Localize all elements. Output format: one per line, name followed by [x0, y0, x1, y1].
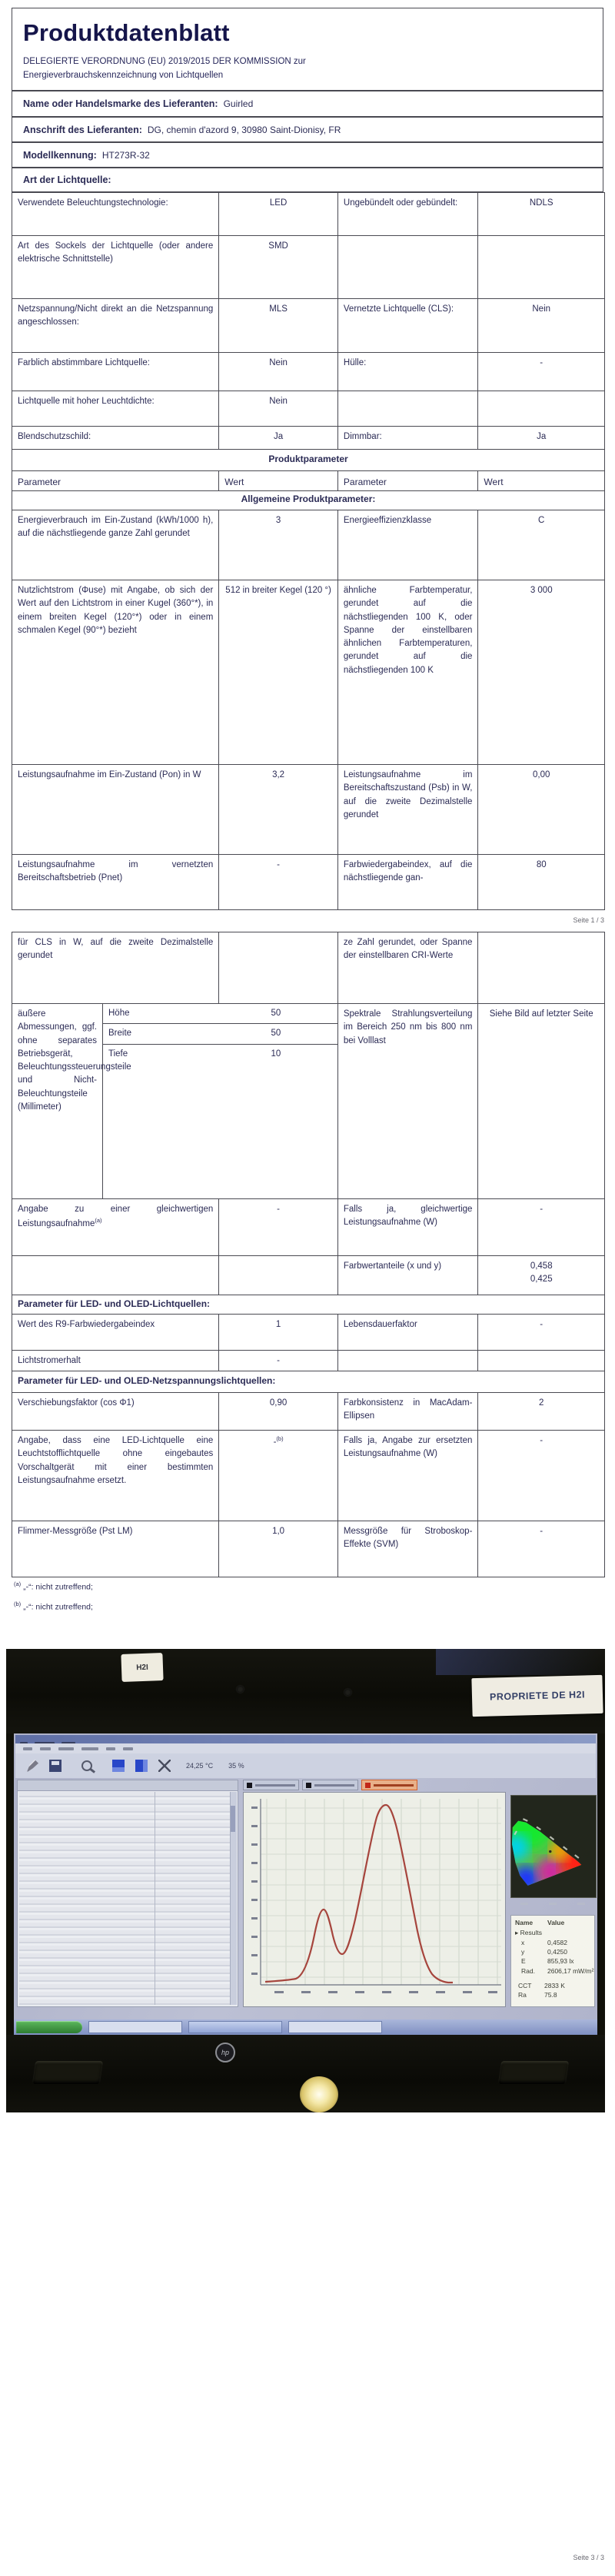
cell-value	[477, 236, 604, 298]
dimensions-grid	[103, 1004, 337, 1198]
laptop-hinge-right	[498, 2061, 569, 2084]
parameters-table-page2	[12, 932, 605, 1577]
cell-value: -	[218, 1351, 337, 1371]
tree-panel-rows	[19, 1792, 230, 2005]
cell-label: Falls ja, Angabe zur ersetzten Leistungsaufnahme (W)	[337, 1431, 478, 1521]
section-led-oled: Parameter für LED- und OLED-Lichtquellen:	[18, 1298, 211, 1309]
dimension-key: Höhe	[108, 1009, 130, 1018]
table-row	[12, 298, 604, 352]
tree-panel-scrollbar	[230, 1792, 237, 2005]
cell-value: -	[477, 1199, 604, 1255]
open-icon	[26, 1760, 38, 1772]
results-panel	[510, 1915, 595, 2007]
toolbar	[15, 1753, 596, 1778]
table-row	[12, 1521, 604, 1577]
table-row	[12, 510, 604, 580]
cell-value: 3 000	[477, 580, 604, 764]
cell-label: Farbwertanteile (x und y)	[337, 1256, 478, 1295]
spectrum-chart	[243, 1792, 506, 2007]
cell-value: 3	[218, 510, 337, 580]
cell-label: Farbkonsistenz in MacAdam-Ellipsen	[337, 1393, 478, 1430]
table-row	[12, 235, 604, 298]
hp-logo: hp	[215, 2043, 235, 2062]
table-row	[12, 426, 604, 449]
section-led-oled-mains: Parameter für LED- und OLED-Netzspannungslichtquellen:	[18, 1375, 276, 1386]
config-tools-icon	[158, 1760, 171, 1772]
cell-label: Leistungsaufnahme im Ein-Zustand (Pon) in W	[18, 770, 201, 779]
cell-value: -	[218, 1199, 337, 1255]
table-row	[12, 193, 604, 235]
cell-label: Angabe zu einer gleichwertigen Leistungsaufnahme$^{(a)}$	[18, 1205, 214, 1229]
result-row-cct: CCT 2833 K	[518, 1981, 565, 1989]
menu-bar	[15, 1743, 596, 1753]
footnote-b: $^{(b)}$ „-“: nicht zutreffend;	[14, 1600, 93, 1611]
page-subtitle: DELEGIERTE VERORDNUNG (EU) 2019/2015 DER KOMMISSION zur Energieverbrauchskennzeichnung von Lichtquellen	[23, 57, 306, 81]
footnote-marker: (b)	[276, 1435, 284, 1442]
table-section-row	[12, 449, 604, 470]
parameters-table-page1	[12, 192, 605, 910]
cell-value: C	[477, 510, 604, 580]
laptop-bezel-top	[6, 1649, 605, 1733]
model-row	[12, 142, 603, 168]
cell-value-xy	[477, 1256, 604, 1295]
results-name-header: Name	[515, 1919, 534, 1926]
cell-label: Blendschutzschild:	[18, 432, 91, 441]
cell-label: Netzspannung/Nicht direkt an die Netzspannung angeschlossen:	[18, 304, 214, 327]
white-point-marker	[549, 1850, 551, 1853]
supplier-name-row	[12, 91, 603, 117]
light-source-type-row	[12, 168, 603, 192]
cell-label	[337, 236, 478, 298]
bezel-dot-icon	[237, 1686, 244, 1693]
cell-value: 80	[477, 855, 604, 909]
table-row	[12, 764, 604, 854]
dimension-key: Breite	[108, 1029, 132, 1039]
cell-label: Messgröße für Stroboskop-Effekte (SVM)	[337, 1521, 478, 1577]
cell-value: Nein	[218, 353, 337, 391]
cell-label: Wert des R9-Farbwiedergabeindex	[18, 1320, 155, 1329]
taskbar-app-button	[288, 2021, 382, 2033]
table-row	[12, 1314, 604, 1350]
cell-label: Vernetzte Lichtquelle (CLS):	[337, 299, 478, 352]
table-row	[12, 1255, 604, 1295]
table-row	[12, 932, 604, 1003]
results-group: ▸ Results	[515, 1929, 542, 1937]
cell-label: Falls ja, gleichwertige Leistungsaufnahme (W)	[337, 1199, 478, 1255]
cell-label: Lichtstromerhalt	[18, 1356, 81, 1365]
cie-diagram	[510, 1795, 597, 1898]
chart-tab	[302, 1780, 358, 1790]
footnote-a: $^{(a)}$ „-“: nicht zutreffend;	[14, 1581, 93, 1592]
cell-value: Ja	[218, 427, 337, 449]
table-row	[12, 580, 604, 764]
cell-label: Energieeffizienzklasse	[337, 510, 478, 580]
cell-value: Nein	[477, 299, 604, 352]
header-box	[12, 8, 603, 91]
cell-label: Hülle:	[337, 353, 478, 391]
laptop-photo	[6, 1649, 605, 2112]
cell-value: -	[477, 1521, 604, 1577]
table-row	[12, 1392, 604, 1430]
page-footer-1: Seite 1 / 3	[573, 916, 604, 924]
cell-value	[218, 932, 337, 1003]
model-value: HT273R-32	[101, 149, 150, 161]
col-header-parameter: Parameter	[18, 477, 62, 487]
taskbar-app-button	[88, 2021, 182, 2033]
cie-diagram-svg	[511, 1796, 594, 1896]
cell-label: Angabe, dass eine LED-Lichtquelle eine Leuchtstofflichtquelle ohne eingebautes Vorschaltgerät mit einer bestimmten Leistungsaufnahme ersetzt.	[18, 1436, 214, 1485]
result-row: Rad. 2606,17 mW/m²	[521, 1966, 594, 1975]
cell-label: Flimmer-Messgröße (Pst LM)	[18, 1527, 133, 1536]
cell-value: 2	[477, 1393, 604, 1430]
taskbar-app-button	[188, 2021, 282, 2033]
table-row	[12, 854, 604, 909]
property-label: PROPRIETE DE H2I	[471, 1675, 603, 1717]
start-button	[16, 2021, 82, 2033]
cell-value: 0,90	[218, 1393, 337, 1430]
dimension-value: 50	[271, 1009, 281, 1018]
cell-value: 3,2	[218, 765, 337, 854]
save-icon	[49, 1760, 62, 1772]
cell-value: 0,00	[477, 765, 604, 854]
cell-label: Leistungsaufnahme im Bereitschaftszustand (Psb) in W, auf die zweite Dezimalstelle gerundet	[337, 765, 478, 854]
result-row: E 855,93 lx	[521, 1957, 574, 1966]
cell-value: -	[477, 1431, 604, 1521]
cell-label: Energieverbrauch im Ein-Zustand (kWh/1000 h), auf die nächstliegende ganze Zahl gerundet	[18, 516, 214, 539]
webcam-sticker: H2I	[121, 1653, 163, 1682]
cell-value: NDLS	[477, 193, 604, 235]
cell-value: -$^{(b)}$	[218, 1431, 337, 1521]
model-label: Modellkennung:	[23, 149, 97, 161]
cell-value: Nein	[218, 391, 337, 426]
cell-label: ähnliche Farbtemperatur, gerundet auf die nächstliegenden 100 K, oder Spanne der einstellbaren ähnlichen Farbtemperaturen, gerundet auf die nächstliegenden 100 K	[337, 580, 478, 764]
col-header-wert: Wert	[218, 471, 337, 490]
temperature-readout: 24,25 °C	[186, 1762, 214, 1770]
result-row-ra: Ra 75.8	[518, 1991, 557, 1999]
cell-value: 512 in breiter Kegel (120 °)	[218, 580, 337, 764]
supplier-address-label: Anschrift des Lieferanten:	[23, 124, 142, 135]
dimension-row	[103, 1045, 337, 1064]
table-section-row	[12, 1371, 604, 1392]
tree-panel-header	[18, 1780, 238, 1791]
cell-value: 1	[218, 1315, 337, 1350]
table-row	[12, 352, 604, 391]
cell-label: Verwendete Beleuchtungstechnologie:	[18, 198, 168, 208]
dimension-row	[103, 1024, 337, 1044]
cell-value: Siehe Bild auf letzter Seite	[477, 1004, 604, 1198]
cell-label: Farblich abstimmbare Lichtquelle:	[18, 358, 150, 367]
table-row	[12, 1198, 604, 1255]
table-row	[12, 1430, 604, 1521]
cell-label	[337, 1351, 478, 1371]
result-row: x 0,4582	[521, 1938, 567, 1946]
table-header-row	[12, 470, 604, 490]
webcam-icon	[344, 1689, 351, 1696]
chart-tab	[243, 1780, 299, 1790]
cell-label: ze Zahl gerundet, oder Spanne der einstellbaren CRI-Werte	[337, 932, 478, 1003]
cell-label	[337, 391, 478, 426]
cell-label: Nutzlichtstrom (Φuse) mit Angabe, ob sich der Wert auf den Lichtstrom in einer Kugel (360°*), in einem breiten Kegel (120°*) oder in einem schmalen Kegel (90°*) bezieht	[18, 586, 214, 635]
chart-tab-active	[361, 1780, 417, 1790]
page-footer-3: Seite 3 / 3	[573, 2554, 604, 2561]
dimension-value: 10	[271, 1049, 281, 1059]
cell-label: Art des Sockels der Lichtquelle (oder andere elektrische Schnittstelle)	[18, 241, 214, 264]
cell-label: für CLS in W, auf die zweite Dezimalstelle gerundet	[18, 938, 214, 961]
cell-label: Lebensdauerfaktor	[337, 1315, 478, 1350]
window-title-bar	[15, 1735, 596, 1743]
cell-value: Ja	[477, 427, 604, 449]
table-row-dimensions	[12, 1003, 604, 1198]
dimension-row	[103, 1004, 337, 1024]
cell-value	[218, 1256, 337, 1295]
footnotes	[14, 1581, 93, 1620]
cie-option-row	[510, 1898, 595, 1909]
cell-value	[477, 1351, 604, 1371]
cell-value	[477, 932, 604, 1003]
supplier-address-row	[12, 117, 603, 142]
chart-tab-strip	[243, 1780, 506, 1792]
col-header-wert: Wert	[477, 471, 604, 490]
supplier-name-value: Guirled	[223, 98, 254, 109]
cell-label: Leistungsaufnahme im vernetzten Bereitschaftsbetrieb (Pnet)	[18, 860, 214, 883]
taskbar	[14, 2019, 597, 2035]
chromaticity-x: 0,458	[530, 1261, 553, 1271]
dimensions-label: äußere Abmessungen, ggf. ohne separates Betriebsgerät, Beleuchtungssteuerungsteile und Nicht-Beleuchtungsteile (Millimeter)	[12, 1004, 103, 1198]
chromaticity-y: 0,425	[530, 1275, 553, 1285]
cell-value: -	[218, 855, 337, 909]
continuous-icon	[135, 1760, 148, 1772]
dimension-value: 50	[271, 1029, 281, 1039]
table-section-row	[12, 490, 604, 510]
cell-label: Farbwiedergabeindex, auf die nächstliegende gan-	[337, 855, 478, 909]
cell-label	[12, 1256, 218, 1295]
laptop-hinge-left	[32, 2061, 103, 2084]
section-allgemeine-produktparameter: Allgemeine Produktparameter:	[241, 494, 376, 504]
cell-value: MLS	[218, 299, 337, 352]
table-row	[12, 391, 604, 426]
laptop-screen	[14, 1733, 597, 2035]
humidity-readout: 35 %	[228, 1762, 244, 1770]
dimension-key: Tiefe	[108, 1049, 128, 1059]
cell-label: Spektrale Strahlungsverteilung im Bereich 250 nm bis 800 nm bei Volllast	[337, 1004, 478, 1198]
supplier-name-label: Name oder Handelsmarke des Lieferanten:	[23, 98, 218, 109]
measure-icon	[112, 1760, 125, 1772]
search-icon	[81, 1760, 92, 1771]
cell-value	[477, 391, 604, 426]
cell-label: Lichtquelle mit hoher Leuchtdichte:	[18, 397, 155, 406]
section-produktparameter: Produktparameter	[268, 454, 348, 464]
col-header-parameter: Parameter	[337, 471, 478, 490]
footnote-marker: (a)	[95, 1217, 102, 1225]
cell-value: LED	[218, 193, 337, 235]
cell-value: -	[477, 353, 604, 391]
cell-value: 1,0	[218, 1521, 337, 1577]
dimensions-cell	[12, 1004, 337, 1198]
light-source-type-label: Art der Lichtquelle:	[23, 175, 111, 185]
result-row: y 0,4250	[521, 1947, 567, 1956]
table-section-row	[12, 1295, 604, 1314]
cell-label: Ungebündelt oder gebündelt:	[337, 193, 478, 235]
supplier-address-value: DG, chemin d'azord 9, 30980 Saint-Dionisy, FR	[147, 124, 341, 135]
results-value-header: Value	[547, 1919, 565, 1926]
cell-value: SMD	[218, 236, 337, 298]
table-row	[12, 1350, 604, 1371]
cell-label: Verschiebungsfaktor (cos Φ1)	[18, 1398, 135, 1408]
page-title: Produktdatenblatt	[23, 19, 230, 46]
cell-value: -	[477, 1315, 604, 1350]
spectrum-chart-svg	[244, 1793, 505, 2006]
parameter-tree-panel	[17, 1780, 238, 2007]
led-light-glow	[300, 2076, 338, 2112]
cell-label: Dimmbar:	[337, 427, 478, 449]
